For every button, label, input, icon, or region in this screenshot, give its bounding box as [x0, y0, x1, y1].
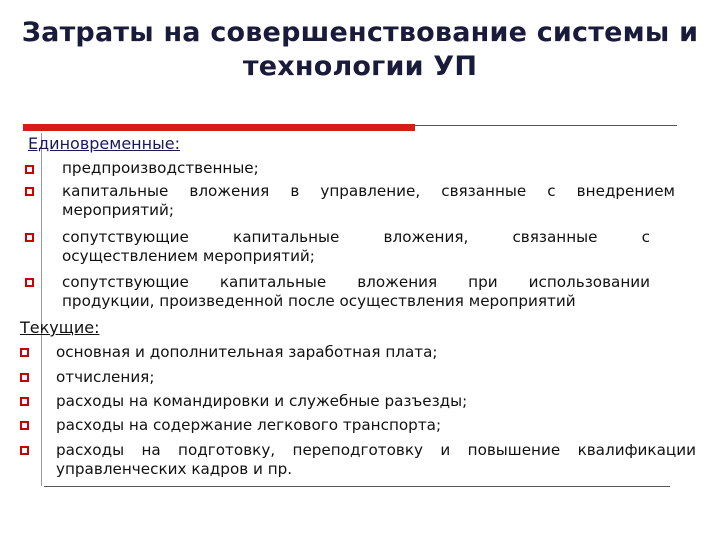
list-item-text-cont: управленческих кадров и пр.	[56, 460, 293, 478]
list-item	[56, 343, 438, 362]
slide-title	[0, 16, 720, 84]
list-item-text: расходы на подготовку, переподготовку и повышение квалификации	[56, 441, 696, 459]
list-item-text: капитальные вложения в управление, связанные с внедрением	[62, 182, 675, 200]
title-line-2: технологии УП	[242, 51, 478, 82]
bullet-square-icon	[20, 421, 29, 430]
bullet-square-icon	[25, 165, 34, 174]
list-item-text: расходы на содержание легкового транспорта;	[56, 416, 442, 434]
bullet-square-icon	[25, 187, 34, 196]
bottom-divider	[44, 486, 670, 487]
bullet-square-icon	[20, 348, 29, 357]
list-item	[56, 416, 441, 435]
list-item	[62, 182, 675, 220]
list-item-text-cont: мероприятий;	[62, 201, 175, 219]
bullet-square-icon	[25, 278, 34, 287]
list-item	[62, 228, 650, 266]
accent-bar	[23, 124, 415, 131]
list-item-text: предпроизводственные;	[62, 159, 259, 177]
list-item-text: основная и дополнительная заработная плата;	[56, 343, 438, 361]
bullet-square-icon	[20, 397, 29, 406]
bullet-square-icon	[20, 446, 29, 455]
list-item	[56, 392, 467, 411]
list-item	[62, 159, 259, 178]
list-item-text: отчисления;	[56, 368, 155, 386]
list-item-text-cont: продукции, произведенной после осуществления мероприятий	[62, 292, 576, 310]
list-item	[56, 368, 154, 387]
top-divider	[415, 125, 677, 126]
list-item-text: сопутствующие капитальные вложения при использовании	[62, 273, 650, 291]
title-line-1: Затраты на совершенствование системы и	[21, 17, 699, 48]
bullet-square-icon	[25, 233, 34, 242]
list-item-text-cont: осуществлением мероприятий;	[62, 247, 315, 265]
left-divider	[41, 133, 42, 486]
section-heading-one-time: Единовременные:	[28, 134, 180, 153]
list-item-text: сопутствующие капитальные вложения, связанные с	[62, 228, 650, 246]
section-heading-current: Текущие:	[20, 318, 100, 337]
list-item	[56, 441, 696, 479]
bullet-square-icon	[20, 373, 29, 382]
list-item-text: расходы на командировки и служебные разъезды;	[56, 392, 468, 410]
list-item	[62, 273, 650, 311]
